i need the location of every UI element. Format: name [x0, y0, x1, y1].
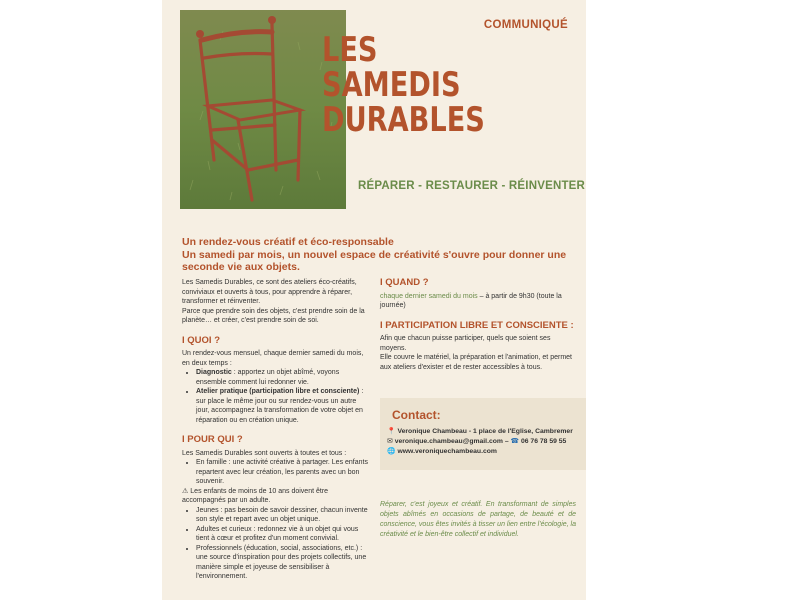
warning-icon: ⚠: [182, 487, 189, 495]
section-title-quoi: I QUOI ?: [182, 334, 220, 346]
description-paragraph: Les Samedis Durables, ce sont des ateliers éco-créatifs, conviviaux et ouverts à tous, pour apprendre à réparer, transformer et réinventer.: [182, 279, 357, 305]
item-text: : sur place le même jour ou sur rendez-vous un autre jour, accompagnez la transformation de votre objet en réparation ou en création unique.: [196, 388, 364, 424]
email-link[interactable]: veronique.chambeau@gmail.com: [394, 438, 503, 445]
list-item: [196, 387, 370, 425]
description-paragraph: Parce que prendre soin des objets, c'est prendre soin de la planète… et créer, c'est prendre soin de soi.: [182, 307, 365, 324]
quand-highlight: chaque dernier samedi du mois: [380, 292, 478, 300]
title-line: DURABLES: [322, 100, 485, 140]
item-label: Diagnostic: [196, 369, 232, 376]
participation-text: Elle couvre le matériel, la préparation et l'animation, et permet aux ateliers d'exister et de rester accessibles à tous.: [380, 354, 572, 371]
page-title: [322, 30, 485, 140]
list-item: • Jeunes : pas besoin de savoir dessiner, chacun invente son style et repart avec un objet unique.: [196, 506, 370, 525]
note-text: Les enfants de moins de 10 ans doivent être accompagnés par un adulte.: [182, 487, 329, 504]
item-label: Atelier pratique (participation libre et consciente): [196, 388, 360, 395]
title-line: LES: [322, 30, 378, 70]
section-title-quand: I QUAND ?: [380, 277, 429, 288]
closing-quote: Réparer, c'est joyeux et créatif. En transformant de simples objets abîmés en occasions de partage, de beauté et de conscience, vous êtes invités à tisser un lien entre l'écologie, la créativité et le bien-être collectif et individuel.: [380, 501, 576, 538]
item-text: : apportez un objet abîmé, voyons ensemble comment lui redonner vie.: [196, 369, 340, 386]
list-item: • Professionnels (éducation, social, associations, etc.) : une source d'inspiration pour des projets collectifs, une manière simple et joyeuse de sensibiliser à l'environnement.: [196, 544, 370, 582]
mail-icon: ✉: [387, 438, 393, 445]
list-item: • En famille : une activité créative à partager. Les enfants repartent avec leur création, les parents avec un bon souvenir.: [196, 458, 370, 487]
website-link[interactable]: www.veroniquechambeau.com: [397, 448, 497, 455]
quoi-list: [182, 368, 370, 425]
right-column: [380, 278, 574, 372]
list-item: • Adultes et curieux : redonnez vie à un objet qui vous tient à cœur et profitez d'un moment convivial.: [196, 525, 370, 544]
contact-box: [380, 398, 586, 470]
phone-text: 06 76 78 59 55: [520, 438, 567, 445]
section-title-participation: I PARTICIPATION LIBRE ET CONSCIENTE :: [380, 319, 574, 331]
quoi-text: Un rendez-vous mensuel, chaque dernier samedi du mois, en deux temps :: [182, 350, 364, 367]
title-line: SAMEDIS: [322, 65, 461, 105]
participation-text: Afin que chacun puisse participer, quels que soient ses moyens.: [380, 335, 551, 352]
section-title-qui: I POUR QUI ?: [182, 434, 243, 445]
warning-note: [182, 487, 370, 506]
phone-icon: ☎: [510, 438, 519, 445]
qui-text: Les Samedis Durables sont ouverts à toutes et tous :: [182, 449, 347, 457]
subtitle: RÉPARER - RESTAURER - RÉINVENTER: [358, 180, 586, 192]
intro-line-1: Un rendez-vous créatif et éco-responsable: [182, 236, 394, 248]
globe-icon: 🌐: [387, 448, 396, 455]
intro-line-2: Un samedi par mois, un nouvel espace de créativité s'ouvre pour donner une seconde vie aux objets.: [182, 248, 567, 273]
left-column: [182, 278, 370, 582]
quand-detail: – à partir de 9h30 (toute la journée): [380, 292, 562, 309]
contact-address: [387, 427, 573, 435]
separator: –: [502, 438, 511, 445]
contact-email-phone: [387, 437, 566, 445]
quand-text: [380, 292, 574, 311]
qui-list: [182, 458, 370, 487]
contact-website: [387, 447, 497, 455]
pin-icon: 📍: [387, 428, 396, 435]
communique-label: COMMUNIQUÉ: [483, 19, 568, 31]
intro: [182, 236, 572, 274]
list-item: [196, 368, 370, 387]
qui-list-2: [182, 506, 370, 582]
flyer-page: [162, 0, 586, 600]
contact-title: Contact:: [392, 408, 441, 422]
address-text: Veronique Chambeau - 1 place de l'Eglise, Cambremer: [397, 428, 573, 435]
